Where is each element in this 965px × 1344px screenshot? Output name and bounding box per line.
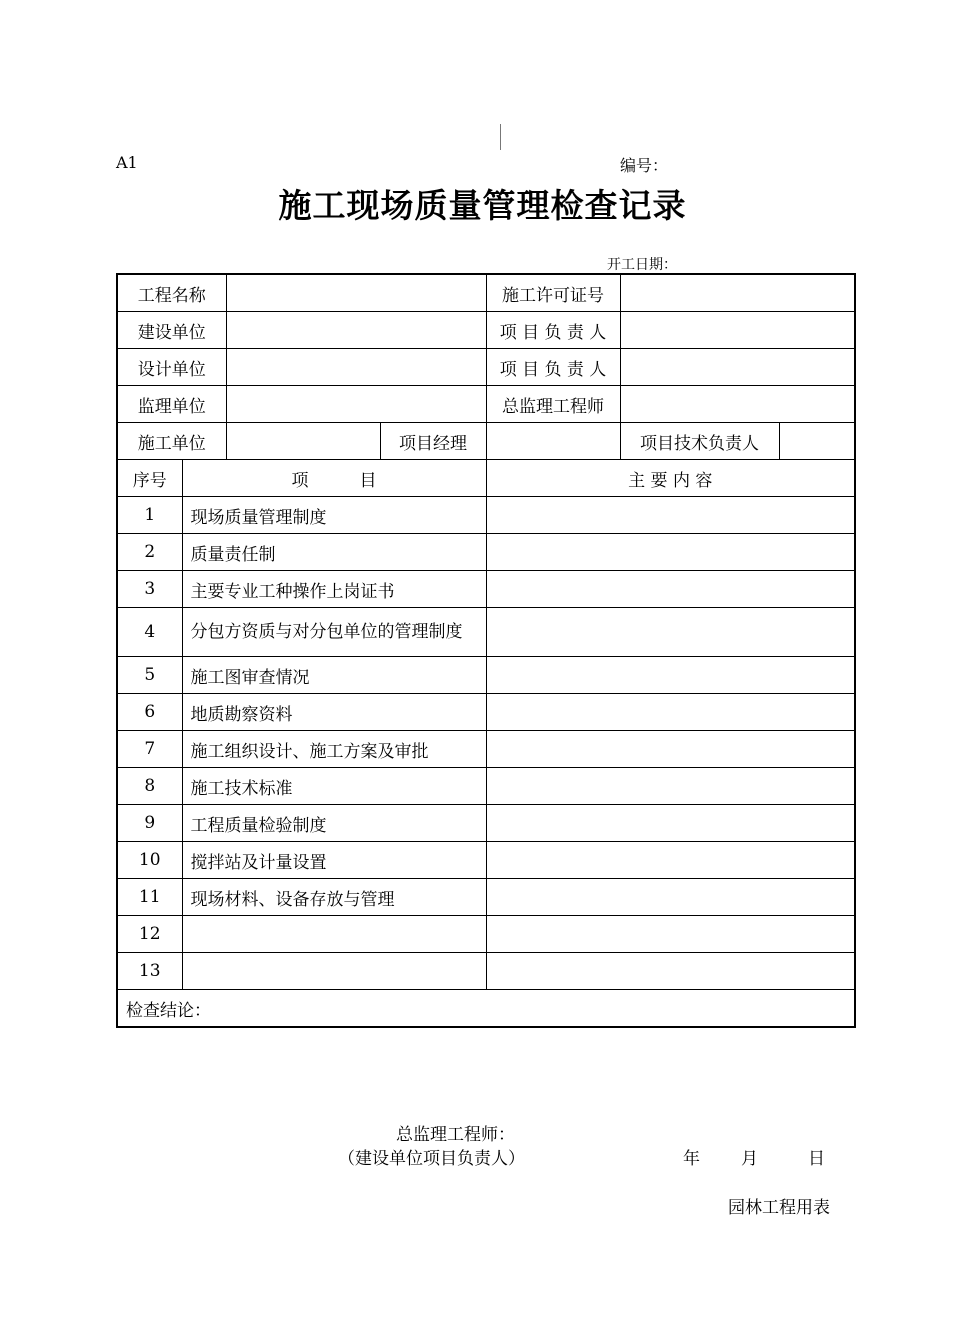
project-name-field[interactable] [226,274,486,312]
row-number: 7 [117,731,182,768]
row-content-field[interactable] [486,731,855,768]
content-header: 主 要 内 容 [486,460,855,497]
row-item: 搅拌站及计量设置 [182,842,486,879]
conclusion-area[interactable] [117,990,855,1169]
row-content-field[interactable] [486,571,855,608]
table-row [117,916,855,953]
table-row [117,842,855,879]
row-number: 3 [117,571,182,608]
supervision-unit-label: 监理单位 [117,386,226,423]
table-row [117,879,855,916]
seq-header: 序号 [117,460,182,497]
project-name-label: 工程名称 [117,274,226,312]
row-content-field[interactable] [486,497,855,534]
row-item: 分包方资质与对分包单位的管理制度 [182,608,486,657]
row-number: 9 [117,805,182,842]
row-number: 1 [117,497,182,534]
row-item: 质量责任制 [182,534,486,571]
owner-manager-field[interactable] [620,312,855,349]
row-number: 10 [117,842,182,879]
row-content-field[interactable] [486,953,855,990]
row-content-field[interactable] [486,768,855,805]
date-year-label: 年 [683,1149,700,1169]
row-number: 11 [117,879,182,916]
row-number: 6 [117,694,182,731]
table-row [117,731,855,768]
table-row [117,953,855,990]
row-content-field[interactable] [486,534,855,571]
design-unit-label: 设计单位 [117,349,226,386]
row-content-field[interactable] [486,916,855,953]
owner-unit-field[interactable] [226,312,486,349]
column-header-row [117,460,855,497]
table-row [117,608,855,657]
row-item: 施工组织设计、施工方案及审批 [182,731,486,768]
project-manager-label: 项目经理 [380,423,486,460]
row-item: 主要专业工种操作上岗证书 [182,571,486,608]
row-number: 2 [117,534,182,571]
info-row-project [117,274,855,312]
row-number: 13 [117,953,182,990]
form-code: A1 [116,153,138,172]
conclusion-row [117,990,855,1028]
row-item[interactable] [182,916,486,953]
quality-check-table [116,273,856,1169]
permit-no-field[interactable] [620,274,855,312]
row-content-field[interactable] [486,879,855,916]
text-cursor-mark [500,124,501,150]
table-row [117,534,855,571]
owner-manager-label: 项 目 负 责 人 [486,312,620,349]
row-number: 4 [117,608,182,657]
owner-rep-label: （建设单位项目负责人） [338,1149,525,1169]
table-row [117,571,855,608]
chief-supervisor-field[interactable] [620,386,855,423]
row-item: 现场材料、设备存放与管理 [182,879,486,916]
design-manager-label: 项 目 负 责 人 [486,349,620,386]
tech-manager-cell [620,423,855,460]
row-content-field[interactable] [486,805,855,842]
chief-supervisor-signature-label: 总监理工程师： [396,1125,515,1145]
table-row [117,497,855,534]
design-manager-field[interactable] [620,349,855,386]
tech-manager-field[interactable] [780,423,855,459]
row-number: 5 [117,657,182,694]
chief-supervisor-label: 总监理工程师 [486,386,620,423]
row-content-field[interactable] [486,608,855,657]
row-content-field[interactable] [486,842,855,879]
date-month-label: 月 [741,1149,758,1169]
table-row [117,805,855,842]
row-item: 现场质量管理制度 [182,497,486,534]
row-number: 12 [117,916,182,953]
row-content-field[interactable] [486,694,855,731]
conclusion-label: 检查结论： [126,1001,211,1021]
start-date-label: 开工日期： [607,257,677,273]
design-unit-field[interactable] [226,349,486,386]
document-title: 施工现场质量管理检查记录 [278,186,687,225]
permit-no-label: 施工许可证号 [486,274,620,312]
info-row-owner [117,312,855,349]
supervision-unit-field[interactable] [226,386,486,423]
table-row [117,694,855,731]
row-item: 施工技术标准 [182,768,486,805]
row-item: 工程质量检验制度 [182,805,486,842]
construction-unit-field[interactable] [226,423,380,460]
footer-note: 园林工程用表 [728,1198,830,1218]
table-row [117,768,855,805]
tech-manager-label: 项目技术负责人 [621,423,780,459]
row-content-field[interactable] [486,657,855,694]
owner-unit-label: 建设单位 [117,312,226,349]
item-header: 项 目 [182,460,486,497]
row-item: 地质勘察资料 [182,694,486,731]
table-row [117,657,855,694]
construction-unit-label: 施工单位 [117,423,226,460]
row-item[interactable] [182,953,486,990]
date-day-label: 日 [808,1149,825,1169]
row-number: 8 [117,768,182,805]
document-number-label: 编号： [620,156,669,175]
info-row-construction [117,423,855,460]
info-row-design [117,349,855,386]
project-manager-field[interactable] [486,423,620,460]
info-row-supervision [117,386,855,423]
row-item: 施工图审查情况 [182,657,486,694]
